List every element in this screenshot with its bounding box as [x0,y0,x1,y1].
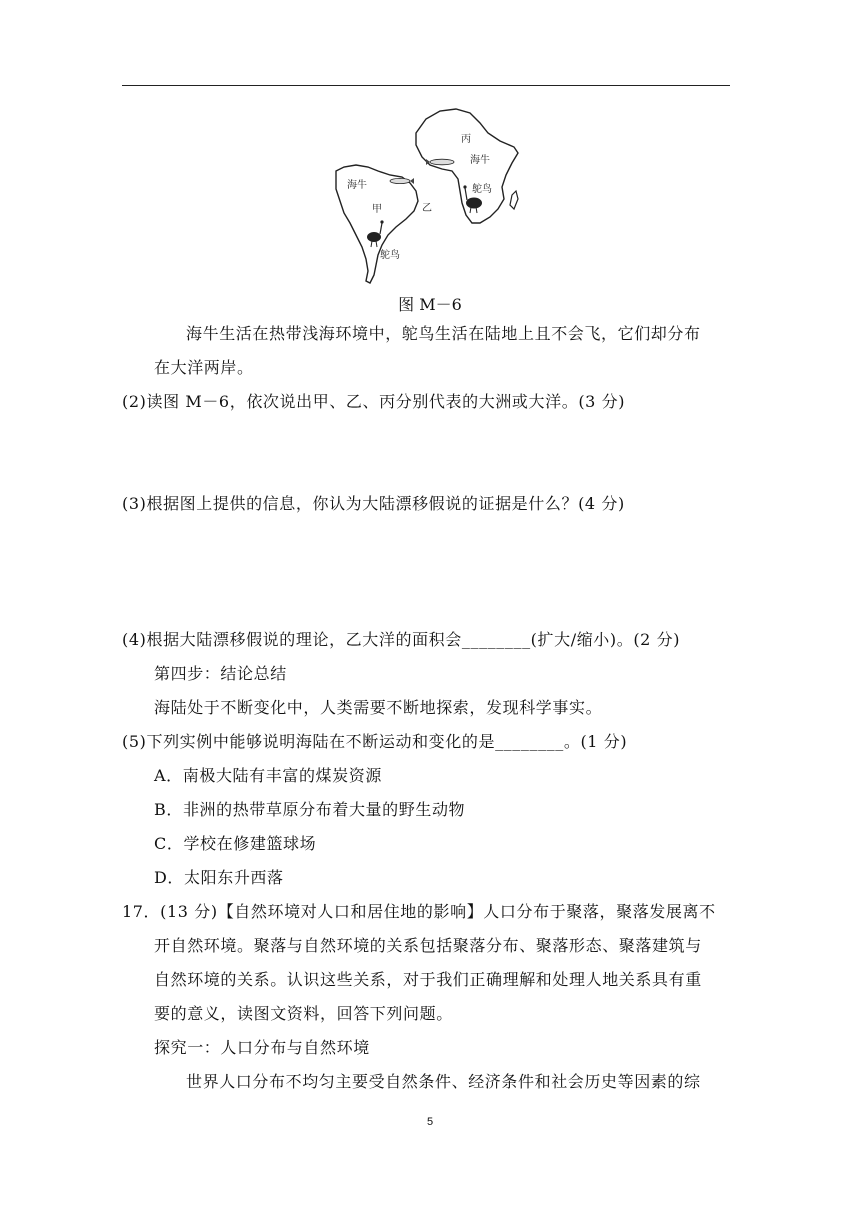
explore-1-heading: 探究一：人口分布与自然环境 [154,1038,370,1057]
header-rule [122,85,730,86]
label-bing: 丙 [461,134,471,145]
option-c: C．学校在修建篮球场 [154,834,317,853]
step-4-heading: 第四步：结论总结 [154,664,287,683]
intro-line-2: 在大洋两岸。 [154,358,254,377]
option-b: B．非洲的热带草原分布着大量的野生动物 [154,800,466,819]
conclusion-text: 海陆处于不断变化中，人类需要不断地探索，发现科学事实。 [154,698,603,717]
label-ostrich-sa: 鸵鸟 [380,250,400,261]
label-manatee-sa: 海牛 [347,180,367,191]
question-2: (2)读图 M－6，依次说出甲、乙、丙分别代表的大洲或大洋。(3 分) [122,392,626,411]
option-d: D．太阳东升西落 [154,868,284,887]
question-4: (4)根据大陆漂移假说的理论，乙大洋的面积会________(扩大/缩小)。(2 分) [122,630,681,649]
question-5: (5)下列实例中能够说明海陆在不断运动和变化的是________。(1 分) [122,732,628,751]
option-a: A．南极大陆有丰富的煤炭资源 [154,766,382,785]
intro-line-1: 海牛生活在热带浅海环境中，鸵鸟生活在陆地上且不会飞，它们却分布 [186,324,701,343]
label-ostrich-af: 鸵鸟 [472,184,492,195]
page-number: 5 [426,1116,434,1128]
label-manatee-af: 海牛 [470,155,490,166]
question-17-line-4: 要的意义，读图文资料，回答下列问题。 [154,1004,453,1023]
figure-caption: 图 M－6 [398,295,462,314]
label-jia: 甲 [372,204,382,215]
question-17-line-3: 自然环境的关系。认识这些关系，对于我们正确理解和处理人地关系具有重 [154,970,702,989]
explore-1-text: 世界人口分布不均匀主要受自然条件、经济条件和社会历史等因素的综 [186,1072,701,1091]
continent-map-figure [330,105,530,287]
question-17-line-2: 开自然环境。聚落与自然环境的关系包括聚落分布、聚落形态、聚落建筑与 [154,936,702,955]
question-17-line-1: 17．(13 分)【自然环境对人口和居住地的影响】人口分布于聚落，聚落发展离不 [122,902,716,921]
question-3: (3)根据图上提供的信息，你认为大陆漂移假说的证据是什么？(4 分) [122,494,625,513]
madagascar-outline [510,191,518,209]
label-yi: 乙 [422,203,432,214]
